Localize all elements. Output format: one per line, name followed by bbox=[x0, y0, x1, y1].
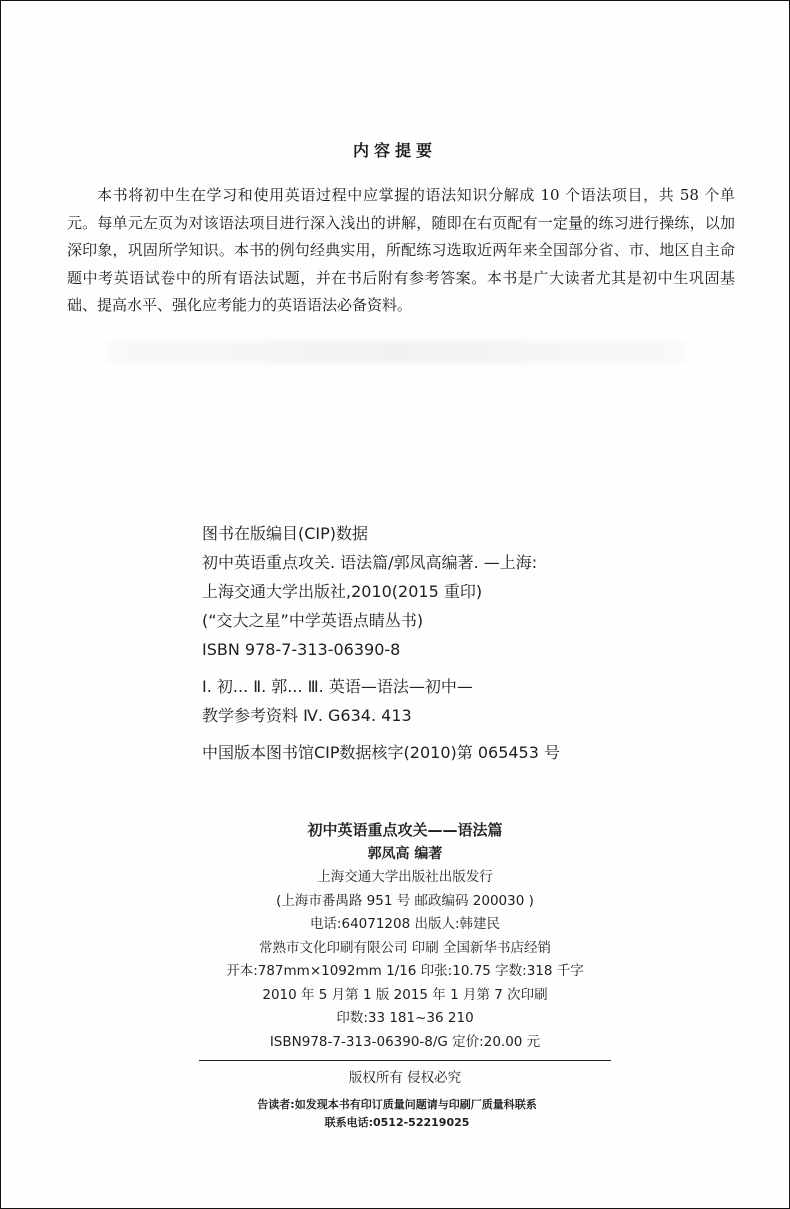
summary-title: 内容提要 bbox=[352, 141, 437, 160]
colophon-format: 开本:787mm×1092mm 1/16 印张:10.75 字数:318 千字 bbox=[226, 963, 584, 979]
cip-record-number: 中国版本图书馆CIP数据核字(2010)第 065453 号 bbox=[202, 743, 560, 762]
colophon-print-run: 印数:33 181~36 210 bbox=[336, 1010, 474, 1026]
reader-notice bbox=[227, 1096, 567, 1132]
colophon-phone: 电话:64071208 出版人:韩建民 bbox=[309, 916, 501, 932]
colophon-book-title: 初中英语重点攻关——语法篇 bbox=[307, 821, 503, 839]
cip-line-series: (“交大之星”中学英语点睛丛书) bbox=[202, 611, 424, 630]
summary-paragraph: 本书将初中生在学习和使用英语过程中应掌握的语法知识分解成 10 个语法项目，共 58 个单元。每单元左页为对该语法项目进行深入浅出的讲解，随即在右页配有一定量的练习进行操练，以加深印象，巩固所学知识。本书的例句经典实用，所配练习选取近两年来全国部分省、市、地区自主命题中考英语试卷中的所有语法试题，并在书后附有参考答案。本书是广大读者尤其是初中生巩固基础、提高水平、强化应考能力的英语语法必备资料。 bbox=[67, 186, 735, 314]
colophon-address: (上海市番禺路 951 号 邮政编码 200030 ) bbox=[276, 892, 534, 909]
colophon-block bbox=[199, 819, 611, 1091]
colophon-edition: 2010 年 5 月第 1 版 2015 年 1 月第 7 次印刷 bbox=[262, 986, 548, 1003]
colophon-isbn-price: ISBN978-7-313-06390-8/G 定价:20.00 元 bbox=[269, 1033, 541, 1050]
cip-data-block bbox=[202, 519, 560, 767]
cip-heading: 图书在版编目(CIP)数据 bbox=[202, 524, 369, 543]
cip-line-title: 初中英语重点攻关. 语法篇/郭凤高编著. —上海: bbox=[202, 553, 538, 572]
colophon-divider bbox=[199, 1060, 611, 1061]
cip-line-publisher: 上海交通大学出版社,2010(2015 重印) bbox=[202, 582, 483, 601]
cip-subject-line-1: Ⅰ. 初... Ⅱ. 郭... Ⅲ. 英语—语法—初中— bbox=[202, 677, 473, 696]
summary-block bbox=[67, 182, 735, 320]
colophon-author: 郭凤高 编著 bbox=[367, 845, 443, 862]
cip-line-isbn: ISBN 978-7-313-06390-8 bbox=[202, 640, 401, 659]
reader-notice-text: 告读者:如发现本书有印订质量问题请与印刷厂质量科联系 bbox=[257, 1098, 537, 1111]
reader-notice-phone: 联系电话:0512-52219025 bbox=[324, 1116, 470, 1129]
colophon-publisher: 上海交通大学出版社出版发行 bbox=[317, 869, 493, 885]
cip-subject-line-2: 教学参考资料 Ⅳ. G634. 413 bbox=[202, 706, 412, 725]
colophon-printer: 常熟市文化印刷有限公司 印刷 全国新华书店经销 bbox=[258, 939, 552, 956]
bleed-through-shadow bbox=[106, 341, 686, 363]
colophon-rights: 版权所有 侵权必究 bbox=[348, 1070, 462, 1086]
